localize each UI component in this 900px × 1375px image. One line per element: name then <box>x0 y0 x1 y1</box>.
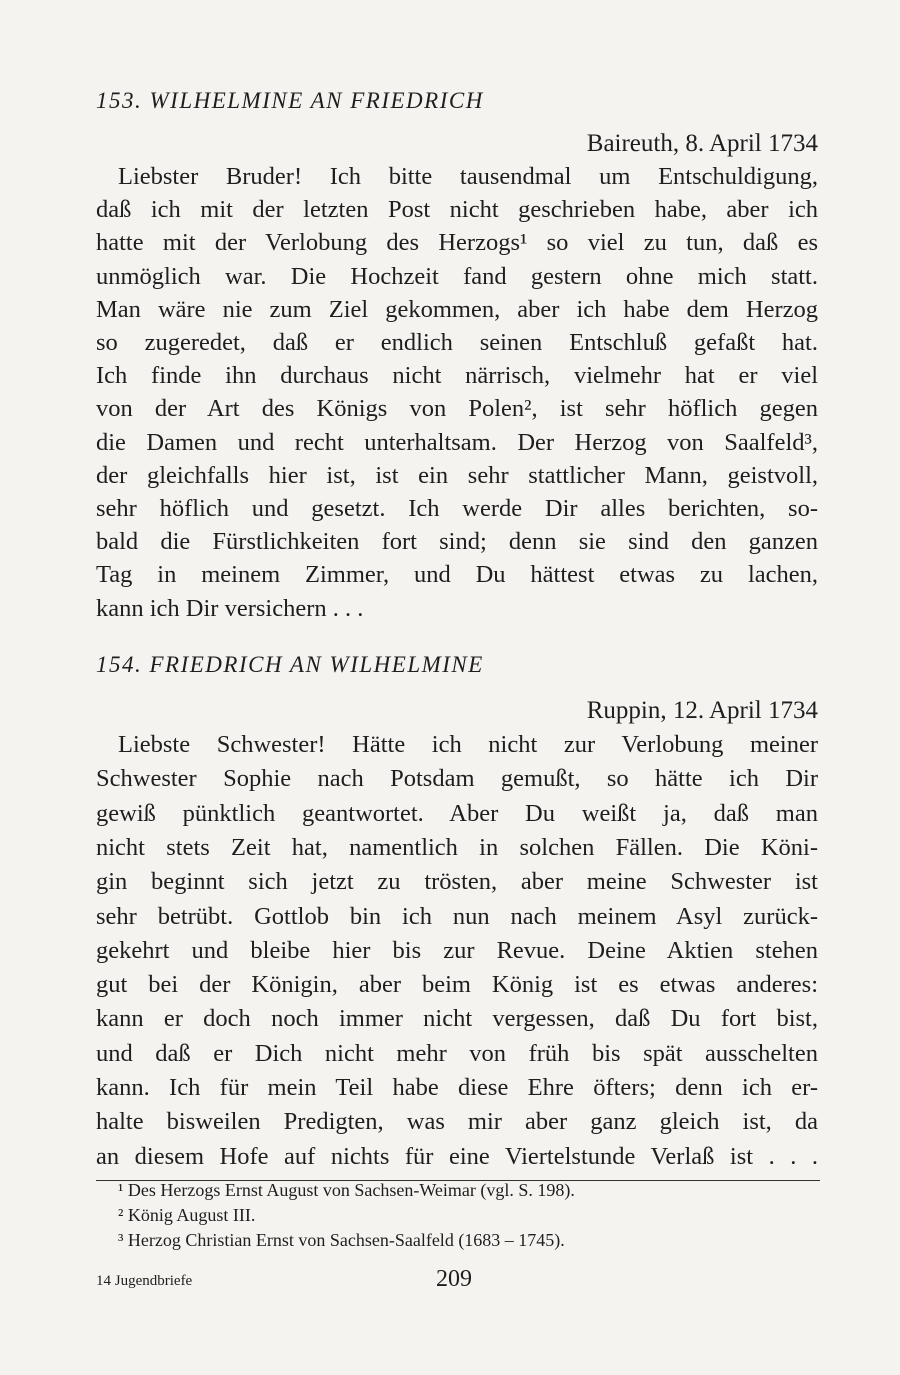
letter-date: Ruppin, 12. April 1734 <box>586 697 818 724</box>
text-line: sehr höflich und gesetzt. Ich werde Dir alles berichten, so- <box>96 495 818 522</box>
text-line: gut bei der Königin, aber beim König ist es etwas anderes: <box>96 971 818 999</box>
text-line: gekehrt und bleibe hier bis zur Revue. Deine Aktien stehen <box>96 936 818 964</box>
text-line: so zugeredet, daß er endlich seinen Entschluß gefaßt hat. <box>96 329 818 356</box>
signature-mark: 14 Jugendbriefe <box>96 1273 193 1289</box>
letter-date: Baireuth, 8. April 1734 <box>586 130 818 157</box>
text-line: die Damen und recht unterhaltsam. Der Herzog von Saalfeld³, <box>96 428 818 456</box>
page-number: 209 <box>436 1266 472 1292</box>
text-line: halte bisweilen Predigten, was mir aber ganz gleich ist, da <box>96 1108 818 1136</box>
text-line: Ich finde ihn durchaus nicht närrisch, vielmehr hat er viel <box>96 362 818 390</box>
text-line: von der Art des Königs von Polen², ist sehr höflich gegen <box>96 395 818 423</box>
letter-heading: 154. FRIEDRICH AN WILHELMINE <box>96 652 484 677</box>
text-line: und daß er Dich nicht mehr von früh bis spät ausschelten <box>96 1039 818 1067</box>
text-line: daß ich mit der letzten Post nicht geschrieben habe, aber ich <box>96 196 818 224</box>
text-line: Schwester Sophie nach Potsdam gemußt, so hätte ich Dir <box>96 765 818 793</box>
text-line: der gleichfalls hier ist, ist ein sehr stattlicher Mann, geistvoll, <box>96 461 818 489</box>
text-line: Liebste Schwester! Hätte ich nicht zur Verlobung meiner <box>118 731 818 758</box>
text-line: hatte mit der Verlobung des Herzogs¹ so viel zu tun, daß es <box>96 229 818 257</box>
text-line: kann er doch noch immer nicht vergessen, daß Du fort bist, <box>96 1005 818 1033</box>
text-line: gin beginnt sich jetzt zu trösten, aber meine Schwester ist <box>96 868 818 896</box>
footnote: ³ Herzog Christian Ernst von Sachsen-Saalfeld (1683 – 1745). <box>118 1230 565 1250</box>
letter-heading: 153. WILHELMINE AN FRIEDRICH <box>96 88 484 113</box>
text-line: unmöglich war. Die Hochzeit fand gestern ohne mich statt. <box>96 262 818 290</box>
text-line: nicht stets Zeit hat, namentlich in solchen Fällen. Die Köni- <box>96 833 818 861</box>
footnote: ¹ Des Herzogs Ernst August von Sachsen-Weimar (vgl. S. 198). <box>118 1180 575 1200</box>
footnote: ² König August III. <box>118 1205 256 1225</box>
text-line: kann. Ich für mein Teil habe diese Ehre öfters; denn ich er- <box>96 1074 818 1101</box>
text-line: kann ich Dir versichern . . . <box>96 594 364 622</box>
text-line: bald die Fürstlichkeiten fort sind; denn sie sind den ganzen <box>96 528 818 556</box>
text-line: Man wäre nie zum Ziel gekommen, aber ich habe dem Herzog <box>96 295 818 323</box>
text-line: Liebster Bruder! Ich bitte tausendmal um Entschuldigung, <box>118 163 818 190</box>
text-line: Tag in meinem Zimmer, und Du hättest etwas zu lachen, <box>96 561 818 589</box>
text-line: sehr betrübt. Gottlob bin ich nun nach meinem Asyl zurück- <box>96 902 818 930</box>
text-line: an diesem Hofe auf nichts für eine Viertelstunde Verlaß ist . . . <box>96 1142 818 1170</box>
text-line: gewiß pünktlich geantwortet. Aber Du weißt ja, daß man <box>96 799 818 827</box>
